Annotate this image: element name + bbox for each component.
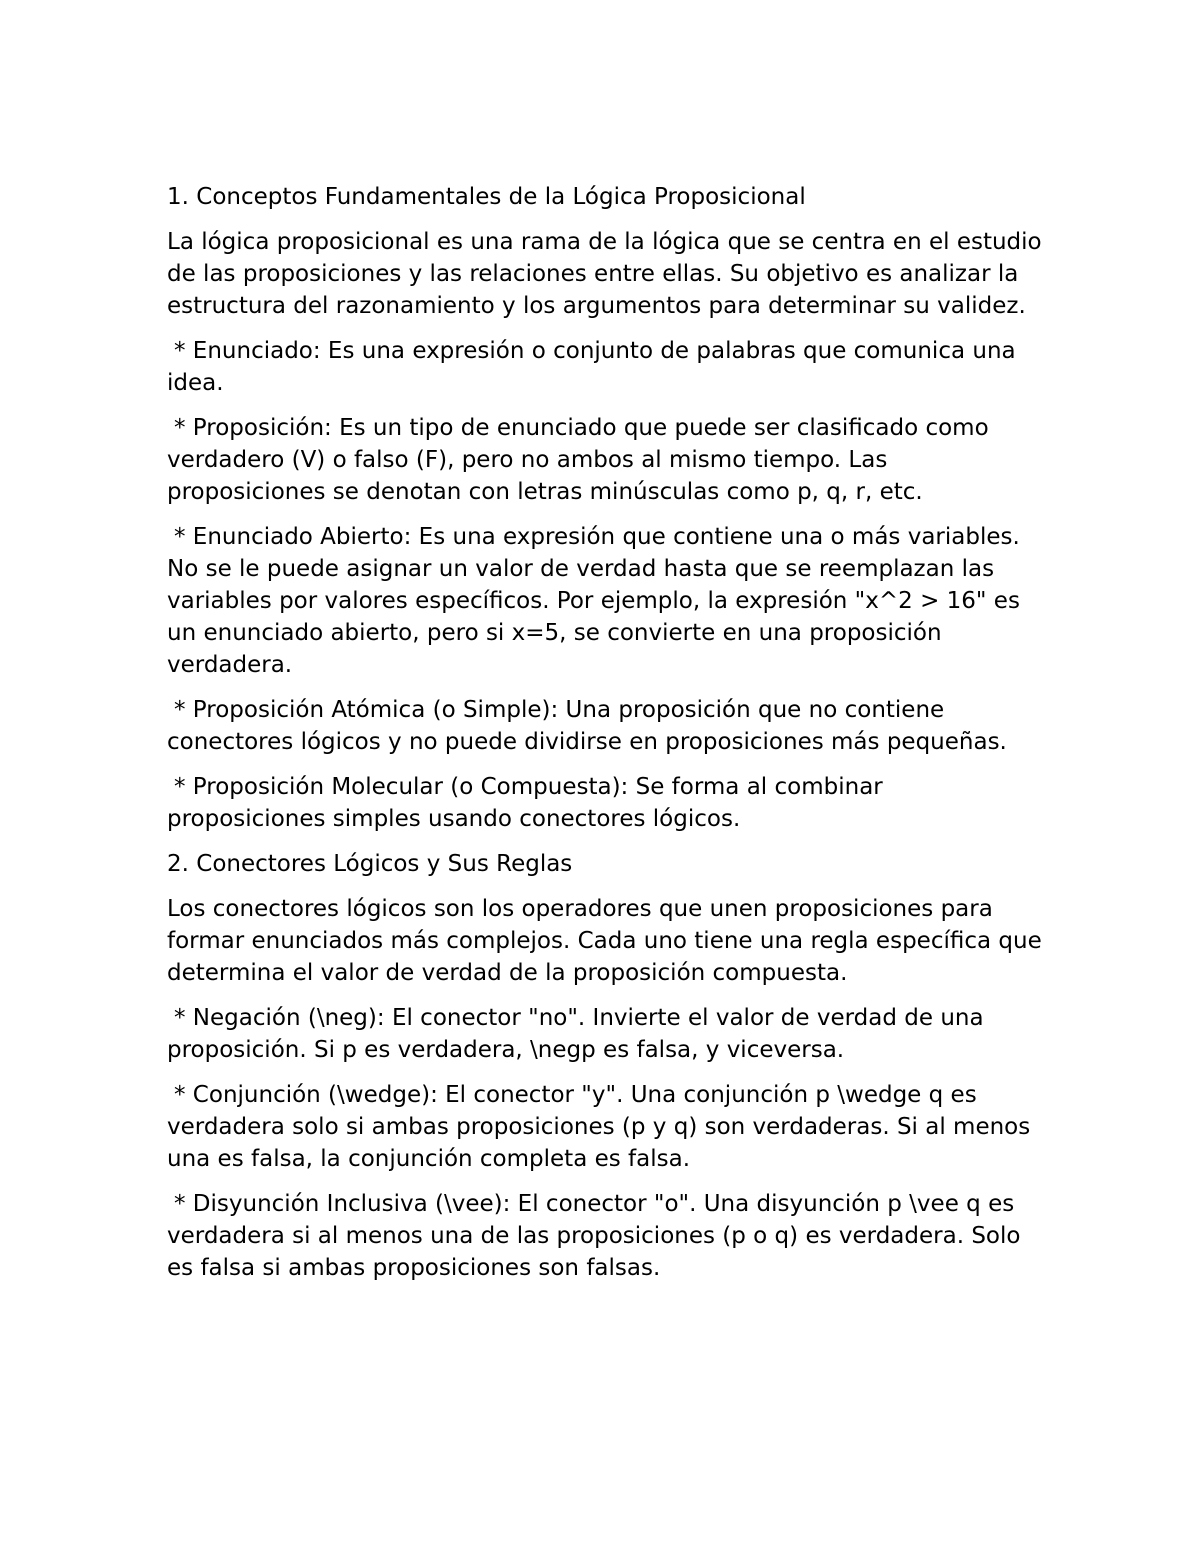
connector-item: * Disyunción Inclusiva (\vee): El conector "o". Una disyunción p \vee q es verdadera si al menos una de las proposiciones (p o q) es verdadera. Solo es falsa si ambas proposiciones son falsas. xyxy=(167,1191,1021,1281)
document-body xyxy=(167,181,1047,1297)
section-heading: 1. Conceptos Fundamentales de la Lógica Proposicional xyxy=(167,184,806,210)
definition-item: * Proposición Molecular (o Compuesta): Se forma al combinar proposiciones simples usando conectores lógicos. xyxy=(167,774,883,832)
section-intro: La lógica proposicional es una rama de la lógica que se centra en el estudio de las proposiciones y las relaciones entre ellas. Su objetivo es analizar la estructura del razonamiento y los argumentos para determinar su validez. xyxy=(167,229,1042,319)
connector-item: * Negación (\neg): El conector "no". Invierte el valor de verdad de una proposición. Si p es verdadera, \negp es falsa, y viceversa. xyxy=(167,1005,984,1063)
definition-item: * Enunciado: Es una expresión o conjunto de palabras que comunica una idea. xyxy=(167,338,1016,396)
section-heading: 2. Conectores Lógicos y Sus Reglas xyxy=(167,851,573,877)
definition-item: * Enunciado Abierto: Es una expresión que contiene una o más variables. No se le puede asignar un valor de verdad hasta que se reemplazan las variables por valores específicos. Por ejemplo, la expresión "x^2 > 16" es un enunciado abierto, pero si x=5, se convierte en una proposición verdadera. xyxy=(167,524,1020,678)
section-intro: Los conectores lógicos son los operadores que unen proposiciones para formar enunciados más complejos. Cada uno tiene una regla específica que determina el valor de verdad de la proposición compuesta. xyxy=(167,896,1042,986)
definition-item: * Proposición Atómica (o Simple): Una proposición que no contiene conectores lógicos y no puede dividirse en proposiciones más pequeñas. xyxy=(167,697,1007,755)
connector-item: * Conjunción (\wedge): El conector "y". Una conjunción p \wedge q es verdadera solo si ambas proposiciones (p y q) son verdaderas. Si al menos una es falsa, la conjunción completa es falsa. xyxy=(167,1082,1031,1172)
definition-item: * Proposición: Es un tipo de enunciado que puede ser clasificado como verdadero (V) o falso (F), pero no ambos al mismo tiempo. Las proposiciones se denotan con letras minúsculas como p, q, r, etc. xyxy=(167,415,989,505)
